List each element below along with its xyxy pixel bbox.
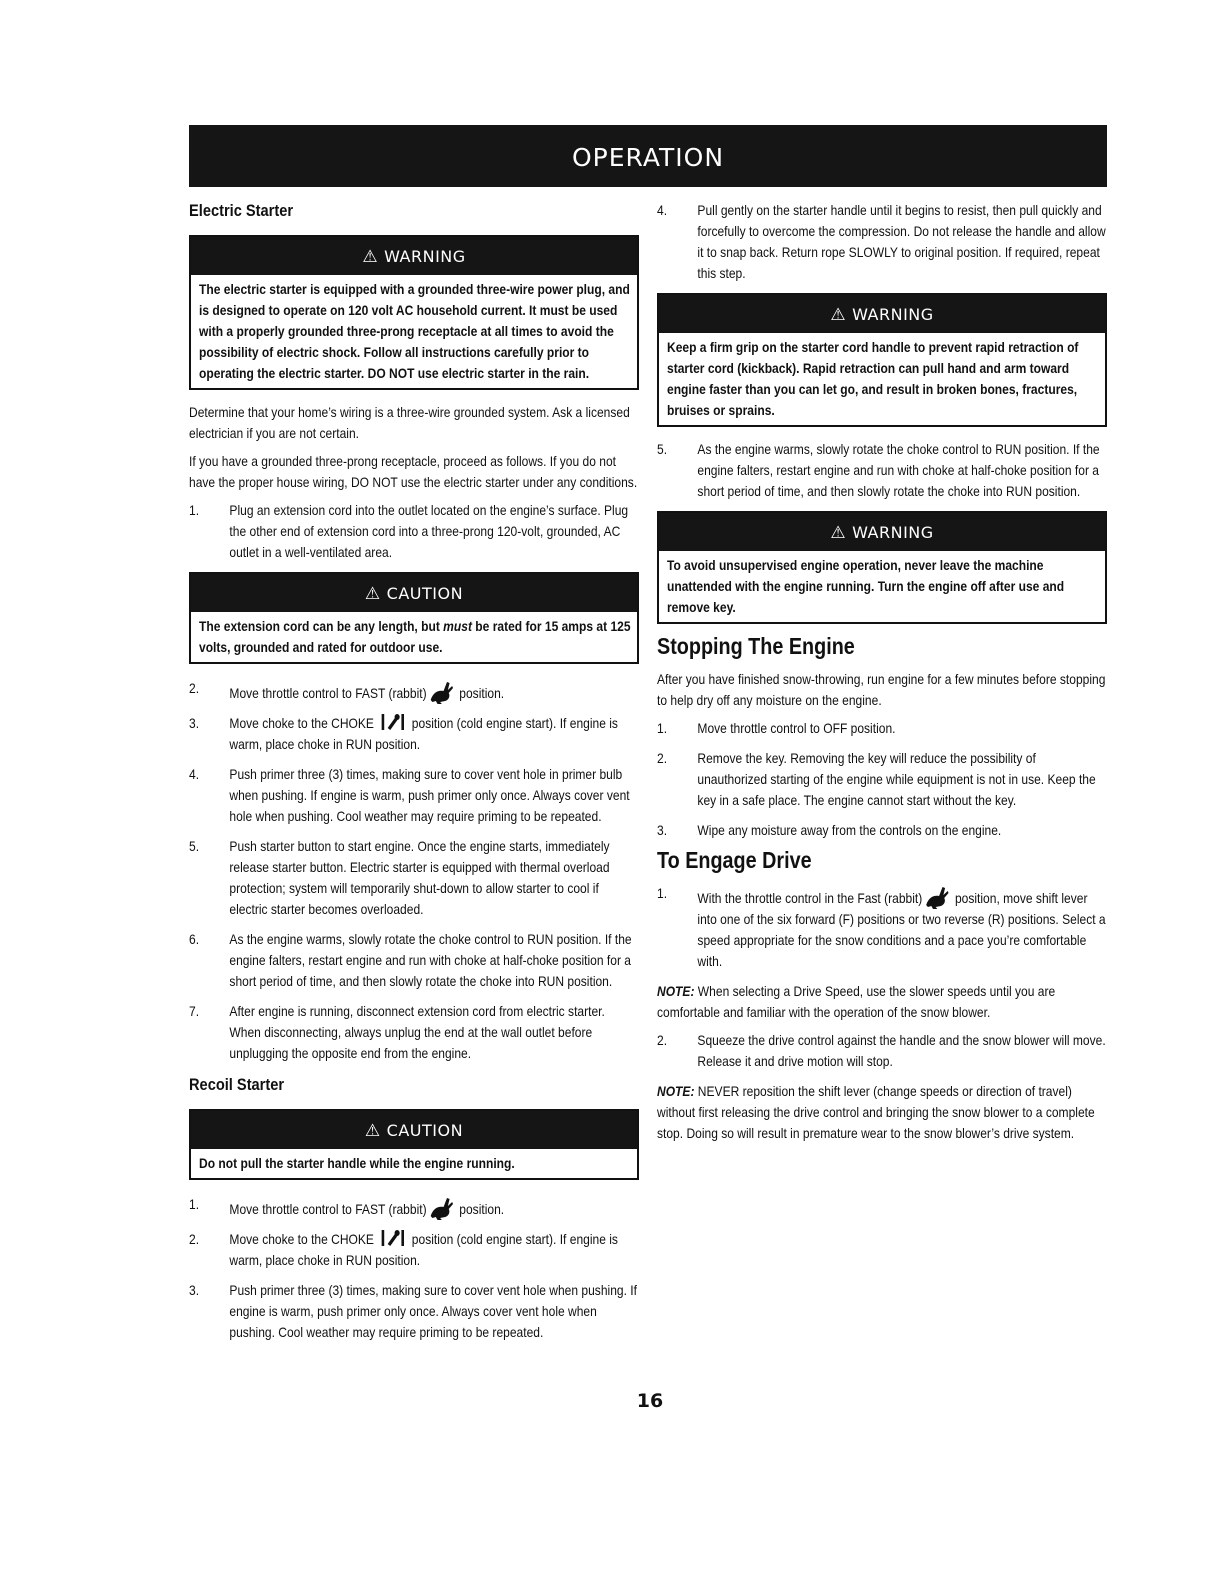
stopping-engine-heading: Stopping The Engine bbox=[657, 633, 855, 659]
warning-box-electric bbox=[189, 235, 639, 390]
warning-text: The electric starter is equipped with a grounded three-wire power plug, and is designed to operate on 120 volt AC household current. It must be used with a properly grounded three-prong receptacle at all times to avoid the possibility of electric shock. Follow all instructions carefully prior to operating the electric starter. DO NOT use electric starter in the rain. bbox=[199, 281, 630, 381]
list-item: 2. Move throttle control to FAST (rabbit) position. bbox=[189, 678, 639, 704]
warning-label: WARNING bbox=[384, 247, 466, 266]
engage-drive-heading: To Engage Drive bbox=[657, 847, 812, 873]
list-item: 3. Wipe any moisture away from the controls on the engine. bbox=[657, 822, 1002, 838]
caution-text: Do not pull the starter handle while the engine running. bbox=[199, 1155, 515, 1171]
note-shift-lever: NOTE: NEVER reposition the shift lever (change speeds or direction of travel) without first releasing the drive control and bringing the snow blower to a complete stop. Doing so will result in premature wear to the snow blower’s drive system. bbox=[657, 1083, 1095, 1141]
page-number: 16 bbox=[636, 1390, 664, 1412]
warning-text: To avoid unsupervised engine operation, never leave the machine unattended with the engine running. Turn the engine off after use and remove key. bbox=[667, 557, 1065, 615]
choke-icon bbox=[381, 713, 405, 731]
warning-text: Keep a firm grip on the starter cord handle to prevent rapid retraction of starter cord (kickback). Rapid retraction can pull hand and arm toward engine faster than you can let go, and result in broken bones, fractures, bruises or sprains. bbox=[667, 339, 1079, 418]
list-item: 2. Squeeze the drive control against the handle and the snow blower will move. Release it and drive motion will stop. bbox=[657, 1032, 1106, 1069]
rabbit-icon bbox=[428, 1194, 454, 1220]
paragraph-stopping: After you have finished snow-throwing, run engine for a few minutes before stopping to help dry off any moisture on the engine. bbox=[657, 671, 1106, 708]
list-item: 5. As the engine warms, slowly rotate the choke control to RUN position. If the engine falters, restart engine and run with choke at half-choke position for a short period of time, and then slowly rotate the choke into RUN position. bbox=[657, 441, 1100, 499]
warning-label: WARNING bbox=[852, 305, 934, 324]
list-item: 1. Move throttle control to OFF position. bbox=[657, 720, 896, 736]
electric-starter-heading: Electric Starter bbox=[189, 201, 294, 220]
list-item: 4. Pull gently on the starter handle until it begins to resist, then pull quickly and forcefully to overcome the compression. Do not release the handle and allow it to snap back. Return rope SLOWLY to original position. If required, repeat this step. bbox=[657, 202, 1106, 281]
warning-triangle-icon: ⚠ bbox=[362, 247, 379, 267]
section-banner bbox=[189, 125, 1107, 187]
warning-triangle-icon: ⚠ bbox=[830, 523, 847, 543]
list-item: 2. Remove the key. Removing the key will reduce the possibility of unauthorized starting of the engine while equipment is not in use. Keep the key in a safe place. The engine cannot start without the key. bbox=[657, 750, 1096, 808]
paragraph-receptacle: If you have a grounded three-prong receptacle, proceed as follows. If you do not have the proper house wiring, DO NOT use the electric starter under any conditions. bbox=[189, 453, 638, 490]
warning-triangle-icon: ⚠ bbox=[364, 584, 381, 604]
left-column bbox=[189, 200, 639, 1352]
recoil-starter-heading: Recoil Starter bbox=[189, 1075, 285, 1094]
caution-label: CAUTION bbox=[386, 584, 464, 603]
list-item: 6. As the engine warms, slowly rotate the choke control to RUN position. If the engine falters, restart engine and run with choke at half-choke position for a short period of time, and then slowly rotate the choke into RUN position. bbox=[189, 931, 632, 989]
list-item: 7. After engine is running, disconnect extension cord from electric starter. When disconnecting, always unplug the end at the wall outlet before unplugging the opposite end from the engine. bbox=[189, 1003, 605, 1061]
paragraph-wiring: Determine that your home’s wiring is a three-wire grounded system. Ask a licensed electrician if you are not certain. bbox=[189, 404, 630, 441]
warning-label: WARNING bbox=[852, 523, 934, 542]
caution-box-cord bbox=[189, 572, 639, 664]
choke-icon bbox=[381, 1229, 405, 1247]
rabbit-icon bbox=[924, 883, 950, 909]
right-column bbox=[657, 200, 1107, 1151]
rabbit-icon bbox=[428, 678, 454, 704]
list-item: 3. Push primer three (3) times, making sure to cover vent hole when pushing. If engine is warm, push primer only once. Always cover vent hole when pushing. Cool weather may require priming to be repeated. bbox=[189, 1282, 637, 1340]
warning-triangle-icon: ⚠ bbox=[830, 305, 847, 325]
warning-box-grip bbox=[657, 293, 1107, 427]
list-item: 1. Plug an extension cord into the outlet located on the engine’s surface. Plug the other end of extension cord into a three-prong 120-volt, grounded, AC outlet in a well-ventilated area. bbox=[189, 502, 629, 560]
list-item: 4. Push primer three (3) times, making sure to cover vent hole in primer bulb when pushing. If engine is warm, push primer only once. Always cover vent hole when pushing. Cool weather may require priming to be repeated. bbox=[189, 766, 630, 824]
note-drive-speed: NOTE: When selecting a Drive Speed, use the slower speeds until you are comfortable and familiar with the operation of the snow blower. bbox=[657, 983, 1056, 1020]
list-item: 1. Move throttle control to FAST (rabbit) position. bbox=[189, 1194, 639, 1220]
caution-text: The extension cord can be any length, but must be rated for 15 amps at 125 volts, grounded and rated for outdoor use. bbox=[199, 618, 631, 655]
list-item: 1. With the throttle control in the Fast (rabbit) position, move shift lever into one of the six forward (F) positions or two reverse (R) positions. Select a speed appropriate for the snow conditions and a pace you’re comfortable with. bbox=[657, 885, 1106, 969]
list-item: 3. Move choke to the CHOKE position (cold engine start). If engine is warm, place choke in RUN position. bbox=[189, 715, 618, 752]
list-item: 5. Push starter button to start engine. Once the engine starts, immediately release starter button. Electric starter is equipped with thermal overload protection; system will temporarily shut-down to allow starter to cool if electric starter becomes overloaded. bbox=[189, 838, 610, 917]
warning-triangle-icon: ⚠ bbox=[364, 1121, 381, 1141]
caution-box-recoil bbox=[189, 1109, 639, 1180]
caution-label: CAUTION bbox=[386, 1121, 464, 1140]
warning-box-unattended bbox=[657, 511, 1107, 624]
section-title: OPERATION bbox=[571, 143, 725, 172]
list-item: 2. Move choke to the CHOKE position (cold engine start). If engine is warm, place choke in RUN position. bbox=[189, 1231, 618, 1268]
